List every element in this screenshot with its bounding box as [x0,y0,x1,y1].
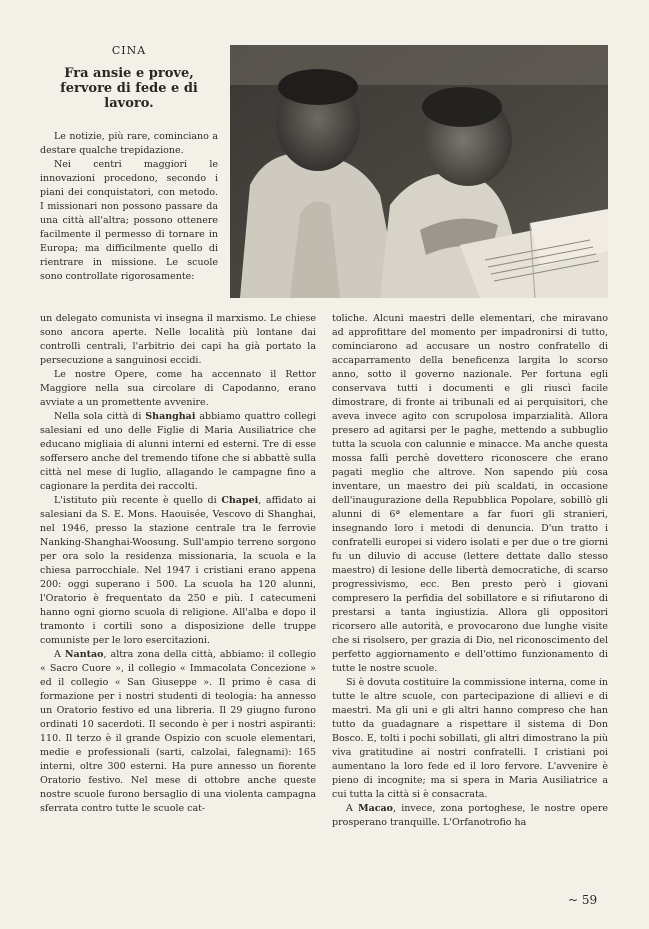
text: Nella sola città di [54,411,146,422]
paragraph: un delegato comunista vi insegna il marxismo. Le chiese sono ancora aperte. Nelle località più lontane dai controlli centrali, l'arbitrio dei capi ha già portato la persecuzione a sanguinosi eccidi. [40,313,316,366]
text: A [54,649,65,660]
place-name: Chapei [221,495,259,506]
paragraph: Le notizie, più rare, cominciano a destare qualche trepidazione. [40,131,218,156]
photo-children-reading [230,45,608,298]
photo-two-children-reading-icon [230,45,608,298]
article-title: Fra ansie e prove, fervore di fede e di lavoro. [60,66,198,111]
place-name: Macao [358,803,394,814]
place-name: Nantao [64,649,104,660]
text: , invece, zona portoghese, le nostre opere prosperano tranquille. L'Orfanotrofio ha [332,803,608,828]
text: , altra zona della città, abbiamo: il collegio « Sacro Cuore », il collegio « Immacolata Concezione » ed il collegio « San Giuseppe ». Il primo è casa di formazione per i nostri studenti di teologia: ha annesso un Oratorio festivo ed una libreria. Il 29 giugno furono ordinati 10 sacerdoti. Il secondo è per i nostri aspiranti: 110. Il terzo è il grande Ospizio con scuole elementari, medie e professionali (sarti, calzolai, falegnami): 165 interni, oltre 300 esterni. Ha pure annesso un fiorente Oratorio festivo. Nel mese di ottobre anche queste nostre scuole furono bersaglio di una violenta campagna sferrata contro tutte le scuole cat- [40,649,317,814]
paragraph: Nei centri maggiori le innovazioni procedono, secondo i piani dei conquistatori, con metodo. I missionari non possono passare da una città all'altra; possono ottenere facilmente il permesso di tornare in Europa; ma difficilmente quello di rientrare in missione. Le scuole sono controllate rigorosamente: [40,159,218,282]
paragraph [40,648,316,816]
paragraph: toliche. Alcuni maestri delle elementari, che miravano ad approfittare del momento per impadronirsi di tutto, cominciarono ad accusare un nostro confratello di accaparramento della beneficenza largita lo scorso anno, sotto il governo nazionale. Per fortuna egli conservava tutti i documenti e gli riuscì facile dimostrare, di fronte ai tribunali ed ai perquisitori, che aveva invece agito con scrupolosa imparzialità. Allora presero ad agitarsi per le paghe, mettendo a subbuglio tutta la scuola con calunnie e minacce. Ma anche questa mossa fallì perchè dovettero riconoscere che erano pagati meglio che altrove. Non sapendo più cosa inventare, un maestro dei più scaldati, in occasione dell'inaugurazione della Repubblica Popolare, sobillò gli alunni di 6ª elementare a far fuori gli stranieri, insegnando loro i metodi di denuncia. D'un tratto i confratelli europei si videro isolati e per due o tre giorni fu un diluvio di accuse (lettere dettate dallo stesso maestro) di lesione delle libertà democratiche, di scarso progressivismo, ecc. Ben presto però i giovani compresero la perfidia del sobillatore e si rifiutarono di prestarsi a tanta ingiustizia. Allora gli oppositori ricorsero alle autorità, e provocarono due lunghe visite che si risolsero, per grazia di Dio, nel riconoscimento del perfetto aggiornamento e dell'ottimo funzionamento di tutte le nostre scuole. [332,313,608,674]
place-name: Shanghai [145,411,196,422]
text: , affidato ai salesiani da S. E. Mons. Haouisée, Vescovo di Shanghai, nel 1946, presso la stazione centrale tra le ferrovie Nanking-Shanghai-Woosung. Sull'ampio terreno sorgono per ora solo la residenza missionaria, la scuola e la chiesa parrocchiale. Nel 1947 i cristiani erano appena 200: oggi superano i 500. La scuola ha 120 alunni, l'Oratorio è frequentato da 250 e più. I catecumeni hanno ogni giorno scuola di religione. All'alba e dopo il tramonto i cortili sono a disposizione delle truppe comuniste per le loro esercitazioni. [40,495,317,646]
right-column [332,312,608,830]
paragraph [40,494,316,648]
text: L'istituto più recente è quello di [54,495,222,506]
section-label: CINA [111,44,147,57]
left-column-top [40,130,218,284]
left-column-bottom [40,312,316,816]
paragraph: Le nostre Opere, come ha accennato il Rettor Maggiore nella sua circolare di Capodanno, erano avviate a un promettente avvenire. [40,369,316,408]
text: abbiamo quattro collegi salesiani ed uno delle Figlie di Maria Ausiliatrice che educano migliaia di alunni interni ed esterni. Tre di esse soffersero anche del tremendo tifone che si abbattè sulla città nel mese di luglio, allagando le campagne fino a cagionare la perdita dei raccolti. [40,411,316,492]
paragraph: Si è dovuta costituire la commissione interna, come in tutte le altre scuole, con partecipazione di allievi e di maestri. Ma gli uni e gli altri hanno compreso che han tutto da guadagnare a rispettare il sistema di Don Bosco. E, tolti i pochi sobillati, gli altri dimostrano la più viva gratitudine ai nostri confratelli. I cristiani poi aumentano la loro fede ed il loro fervore. L'avvenire è pieno di incognite; ma si spera in Maria Ausiliatrice a cui tutta la città si è consacrata. [332,677,608,800]
page-number: ~ 59 [568,893,598,907]
text: A [346,803,359,814]
paragraph [40,410,316,494]
paragraph [332,802,608,830]
